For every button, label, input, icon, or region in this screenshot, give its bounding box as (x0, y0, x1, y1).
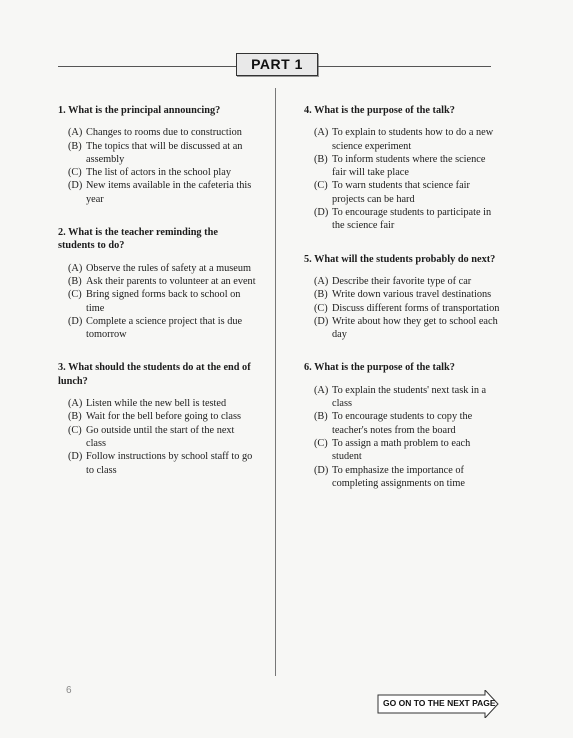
question-text: 6. What is the purpose of the talk? (304, 362, 455, 374)
answer-option (68, 262, 256, 275)
answer-option-letter: (D) (68, 180, 83, 192)
question-text: 1. What is the principal announcing? (58, 105, 221, 116)
answer-option-text: Bring signed forms back to school on time (86, 289, 241, 314)
answer-option-letter: (B) (314, 289, 328, 301)
answer-option-text: Changes to rooms due to construction (86, 127, 242, 139)
answer-option-text: The list of actors in the school play (86, 167, 231, 179)
answer-option (68, 450, 256, 477)
question-item (58, 104, 256, 206)
answer-option-text: To encourage students to participate in the science fair (332, 207, 492, 232)
answer-option (68, 424, 256, 451)
next-page-label: GO ON TO THE NEXT PAGE (383, 698, 496, 708)
page-number: 6 (66, 685, 72, 696)
answer-option-letter: (C) (68, 167, 82, 179)
answer-option-letter: (B) (68, 275, 82, 287)
answer-option (314, 437, 500, 464)
header-rule-left (58, 66, 236, 67)
answer-option (314, 275, 500, 288)
answer-option (68, 275, 256, 288)
column-divider (275, 88, 276, 676)
next-page-button[interactable] (377, 690, 499, 718)
answer-option (314, 384, 500, 411)
answer-option-text: To warn students that science fair projects can be hard (332, 180, 470, 205)
answer-option (68, 288, 256, 315)
answer-option-text: To assign a math problem to each student (332, 437, 471, 463)
part-title: PART 1 (236, 53, 318, 76)
answer-option-text: The topics that will be discussed at an assembly (86, 140, 243, 165)
answer-option (314, 153, 500, 180)
answer-option (68, 397, 256, 410)
answer-option-letter: (A) (68, 262, 83, 274)
answer-option (68, 410, 256, 423)
answer-option-letter: (C) (68, 289, 82, 301)
answer-option (68, 126, 256, 139)
answer-option-letter: (D) (68, 315, 83, 327)
answer-option-letter: (A) (68, 398, 83, 410)
question-column-left (58, 104, 256, 497)
answer-option-text: Wait for the bell before going to class (86, 411, 242, 423)
answer-option (314, 315, 500, 342)
answer-option-letter: (B) (68, 140, 82, 152)
answer-option-letter: (A) (314, 127, 329, 139)
answer-option (68, 315, 256, 342)
answer-option-text: Write about how they get to school each day (332, 315, 498, 341)
answer-option-letter: (C) (314, 437, 328, 449)
answer-option-text: Write down various travel destinations (332, 289, 492, 301)
answer-option-text: To explain the students' next task in a class (332, 384, 487, 410)
answer-option-text: To explain to students how to do a new science experiment (332, 127, 494, 152)
question-item (58, 226, 256, 341)
answer-option-text: New items available in the cafeteria this year (86, 180, 252, 205)
answer-option-letter: (D) (314, 207, 329, 219)
question-text: 3. What should the students do at the end of lunch? (58, 362, 251, 387)
question-item (304, 361, 500, 490)
question-item (304, 104, 500, 233)
question-text: 2. What is the teacher reminding the students to do? (58, 227, 218, 252)
answer-option-letter: (C) (68, 424, 82, 436)
answer-option-letter: (A) (68, 127, 83, 139)
header-rule-right (318, 66, 491, 67)
answer-option (314, 464, 500, 491)
answer-option-letter: (B) (314, 153, 328, 165)
answer-option-letter: (D) (314, 315, 329, 327)
answer-option-text: Listen while the new bell is tested (86, 398, 227, 410)
answer-option (314, 206, 500, 233)
answer-option-text: Complete a science project that is due tomorrow (86, 315, 243, 341)
question-column-right (304, 104, 500, 510)
question-item (58, 361, 256, 476)
answer-option-text: Discuss different forms of transportation (332, 302, 500, 314)
answer-option (68, 140, 256, 167)
answer-option-text: Observe the rules of safety at a museum (86, 262, 251, 274)
answer-option-letter: (B) (314, 411, 328, 423)
answer-option (314, 288, 500, 301)
question-text: 5. What will the students probably do next? (304, 253, 496, 265)
answer-option (314, 126, 500, 153)
answer-option (68, 166, 256, 179)
answer-option (314, 179, 500, 206)
answer-option-text: Ask their parents to volunteer at an event (86, 275, 256, 287)
answer-option (314, 302, 500, 315)
answer-option-letter: (D) (314, 464, 329, 476)
answer-option-letter: (B) (68, 411, 82, 423)
answer-option-text: Follow instructions by school staff to go to class (86, 451, 253, 476)
answer-option-letter: (A) (314, 384, 329, 396)
answer-option (68, 179, 256, 206)
answer-option-text: Go outside until the start of the next class (86, 424, 235, 449)
question-text: 4. What is the purpose of the talk? (304, 105, 455, 116)
answer-option-text: Describe their favorite type of car (332, 275, 472, 287)
answer-option-letter: (C) (314, 302, 328, 314)
answer-option-letter: (C) (314, 180, 328, 192)
answer-option (314, 410, 500, 437)
answer-option-text: To emphasize the importance of completing assignments on time (332, 464, 465, 489)
answer-option-letter: (D) (68, 451, 83, 463)
answer-option-text: To inform students where the science fair will take place (332, 153, 486, 179)
answer-option-letter: (A) (314, 275, 329, 287)
answer-option-text: To encourage students to copy the teacher's notes from the board (332, 411, 473, 436)
question-item (304, 253, 500, 342)
